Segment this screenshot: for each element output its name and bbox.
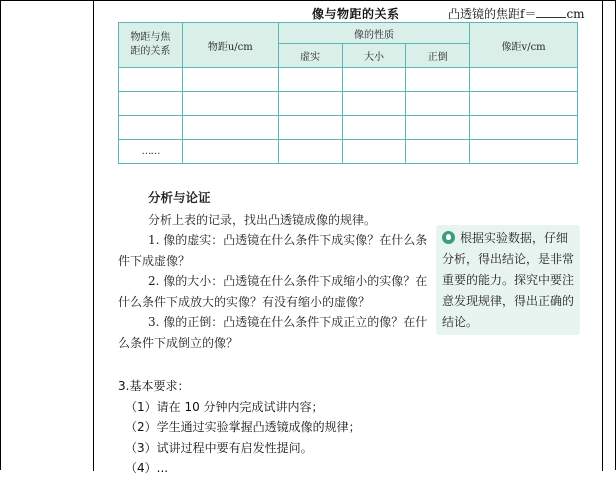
header-relation: 物距与焦距的关系 (119, 23, 183, 68)
focal-length-prefix: 凸透镜的焦距f＝ (448, 7, 537, 21)
requirements-section (118, 376, 598, 475)
analysis-question-1: 1. 像的虚实：凸透镜在什么条件下成实像？在什么条件下成虚像？ (118, 233, 428, 268)
requirement-item-3: （3）试讲过程中要有启发性提问。 (125, 440, 313, 455)
requirement-item-cut: （4）... (125, 461, 169, 475)
requirement-item-1: （1）请在 10 分钟内完成试讲内容； (125, 399, 324, 414)
image-object-distance-table (118, 22, 578, 164)
analysis-question-2: 2. 像的大小：凸透镜在什么条件下成缩小的实像？在什么条件下成放大的实像？有没有缩小的虚像？ (118, 274, 428, 309)
header-object-distance: 物距u/cm (182, 23, 278, 68)
tip-leaf-icon (442, 231, 455, 244)
tip-box (436, 225, 580, 335)
focal-length-unit: cm (566, 7, 585, 21)
table-row (119, 140, 578, 164)
analysis-heading: 分析与论证 (148, 190, 211, 205)
requirements-title: 3.基本要求： (118, 379, 190, 393)
focal-length-blank (536, 7, 566, 18)
tip-text: 根据实验数据，仔细分析，得出结论，是非常重要的能力。探究中要注意发现规律，得出正确的结论。 (442, 231, 575, 329)
table-title: 像与物距的关系 (312, 7, 400, 21)
analysis-section (118, 188, 428, 353)
left-column-divider (93, 0, 94, 471)
analysis-question-3: 3. 像的正倒：凸透镜在什么条件下成正立的像？在什么条件下成倒立的像？ (118, 315, 428, 350)
header-image-properties: 像的性质 (278, 23, 470, 44)
header-orientation: 正倒 (406, 44, 470, 68)
right-column-divider (602, 0, 603, 471)
header-real-virtual: 虚实 (278, 44, 342, 68)
table-row (119, 68, 578, 92)
table-row (119, 116, 578, 140)
header-size: 大小 (342, 44, 406, 68)
header-image-distance: 像距v/cm (470, 23, 578, 68)
table-ellipsis: …… (119, 140, 183, 164)
requirement-item-2: （2）学生通过实验掌握凸透镜成像的规律； (125, 420, 361, 434)
table-header-row (119, 23, 578, 44)
table-row (119, 92, 578, 116)
focal-length-note (448, 5, 585, 22)
analysis-intro: 分析上表的记录，找出凸透镜成像的规律。 (148, 212, 377, 227)
